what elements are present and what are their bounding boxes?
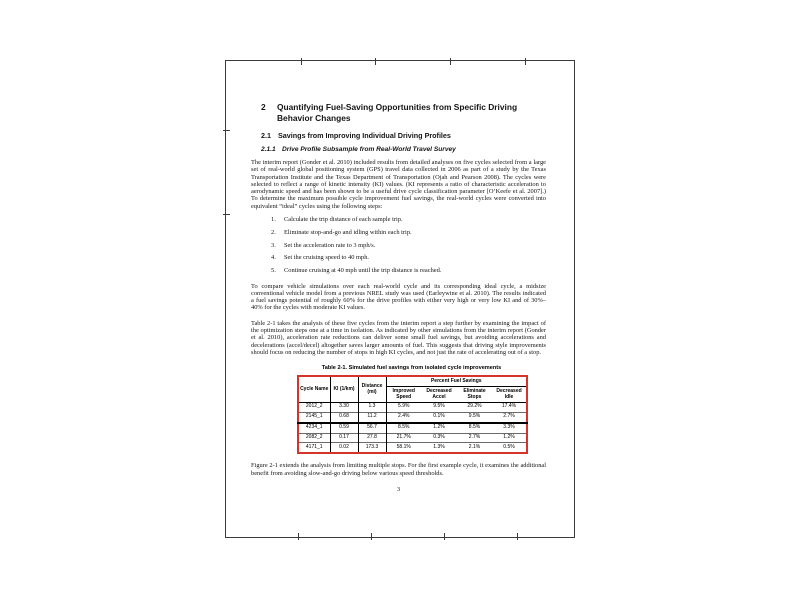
- table-cell: 29.2%: [467, 403, 482, 410]
- table-header-cell: Decreased Accel: [421, 387, 457, 403]
- table-cell: 58.1%: [386, 443, 421, 453]
- table-header-group-cell: Percent Fuel Savings: [386, 376, 527, 386]
- table-cell: 1.3: [358, 402, 386, 412]
- table-cell: 0.02: [330, 443, 358, 453]
- table-cell: 4234_1: [298, 423, 330, 433]
- table-cell: 2.4%: [386, 412, 421, 422]
- table-cell: 2.1%: [457, 443, 492, 453]
- list-item-text: Continue cruising at 40 mph until the trip distance is reached.: [284, 267, 442, 275]
- table-cell: 0.5%: [492, 443, 527, 453]
- table-header-cell: Distance (mi): [358, 376, 386, 402]
- table-cell: 0.68: [330, 412, 358, 422]
- table-row: [298, 423, 527, 433]
- table-cell: 9.5%: [433, 403, 445, 410]
- list-item: [271, 229, 546, 236]
- list-item: [271, 267, 546, 274]
- table-header-cell: KI (1/km): [330, 376, 358, 402]
- table-cell: 0.3%: [421, 433, 457, 443]
- table-cell: 3.3%: [492, 423, 527, 433]
- table-cell: 173.3: [358, 443, 386, 453]
- paragraph-figure-intro: Figure 2-1 extends the analysis from limiting multiple stops. For the first example cycle, it examines the additional benefit from avoiding slow-and-go driving below various speed thresholds.: [251, 462, 546, 477]
- table-cell: 2.7%: [457, 433, 492, 443]
- crop-mark: [444, 533, 445, 540]
- table-cell: 0.1%: [421, 412, 457, 422]
- page-content: [251, 102, 546, 493]
- table-cell: 1.3%: [421, 443, 457, 453]
- table-cell: 2145_1: [298, 412, 330, 422]
- list-item: [271, 242, 546, 249]
- paragraph-table-discussion: Table 2-1 takes the analysis of these five cycles from the interim report a step further by examining the impact of the optimization steps one at a time in isolation. As indicated by other simulations from the interim report (Gonder et al. 2010), acceleration rate reductions can deliver some small fuel savings, but avoiding accelerations and decelerations (accel/decel) altogether saves larger amounts of fuel. This suggests that driving style improvements should focus on reducing the number of stops in high KI cycles, and not just the rate of accelerating out of a stop.: [251, 319, 546, 356]
- table-cell: 27.8: [358, 433, 386, 443]
- paragraph-simulation-results: To compare vehicle simulations over each real-world cycle and its corresponding ideal cycle, a midsize conventional vehicle model from a previous NREL study was used (Earleywine et al. 2010). The results indicated a fuel savings potential of roughly 60% for the drive profiles with either very high or very low KI and of 30%–40% for the cycles with moderate KI values.: [251, 282, 546, 312]
- table-cell: 8.5%: [457, 423, 492, 433]
- crop-mark: [298, 533, 299, 540]
- heading-section-2: [261, 102, 546, 123]
- crop-mark: [517, 533, 518, 540]
- table-cell: 2082_2: [298, 433, 330, 443]
- table-cell: 11.2: [358, 412, 386, 422]
- crop-mark: [525, 58, 526, 65]
- heading-text: Quantifying Fuel-Saving Opportunities from Specific Driving Behavior Changes: [277, 102, 518, 123]
- list-item-number: 5.: [271, 267, 276, 275]
- paragraph-intro: The interim report (Gonder et al. 2010) included results from detailed analyses on five cycles selected from a large set of real-world global positioning system (GPS) travel data collected in 2006 as part of a study by the Texas Transportation Institute and the Texas Department of Transportation (Ojah and Pearson 2008). The cycles were selected to reflect a range of kinetic intensity (KI) values. (KI represents a ratio of characteristic acceleration to aerodynamic speed and has been shown to be a useful drive cycle classification parameter [O’Keefe et al. 2007].) To determine the maximum possible cycle improvement fuel savings, the real-world cycles were converted into equivalent “ideal” cycles using the following steps:: [251, 159, 546, 210]
- list-item-number: 1.: [271, 216, 276, 224]
- section-number: 2.1: [261, 131, 271, 140]
- crop-mark: [223, 130, 230, 131]
- table-row: [298, 412, 527, 422]
- table-cell: 2.7%: [492, 412, 527, 422]
- list-item-number: 2.: [271, 228, 276, 236]
- table-block: [297, 365, 526, 454]
- table-cell: 21.7%: [386, 433, 421, 443]
- heading-text: Savings from Improving Individual Driving Profiles: [278, 131, 451, 140]
- heading-section-2-1-1: [261, 146, 546, 153]
- table-caption: Table 2-1. Simulated fuel savings from isolated cycle improvements: [321, 365, 502, 372]
- page-number: 3: [396, 485, 401, 493]
- heading-section-2-1: [261, 131, 546, 140]
- table-header-cell: Decreased Idle: [492, 387, 527, 403]
- list-item-number: 3.: [271, 241, 276, 249]
- crop-mark: [371, 533, 372, 540]
- table-row: [298, 443, 527, 453]
- section-number: 2: [261, 102, 266, 112]
- list-item-text: Set the cruising speed to 40 mph.: [284, 254, 370, 262]
- table-cell: 9.5%: [457, 412, 492, 422]
- list-item: [271, 254, 546, 261]
- table-header-row: [298, 376, 527, 386]
- table-header-cell: Cycle Name: [298, 376, 330, 402]
- crop-mark: [450, 58, 451, 65]
- fuel-savings-table: [297, 375, 528, 454]
- list-item-number: 4.: [271, 254, 276, 262]
- table-cell: 5.9%: [386, 402, 421, 412]
- list-item: [271, 216, 546, 223]
- table-cell: 1.2%: [421, 423, 457, 433]
- table-cell: 17.4%: [501, 403, 517, 410]
- table-row: [298, 433, 527, 443]
- table-cell: 56.7: [358, 423, 386, 433]
- table-cell: 4171_1: [298, 443, 330, 453]
- section-number: 2.1.1: [261, 146, 276, 153]
- table-cell: 8.5%: [386, 423, 421, 433]
- table-cell: 1.2%: [492, 433, 527, 443]
- table-cell: 0.17: [330, 433, 358, 443]
- table-header-cell: Improved Speed: [386, 387, 421, 403]
- table-header-cell: Eliminate Stops: [457, 387, 492, 403]
- heading-text: Drive Profile Subsample from Real-World Travel Survey: [282, 146, 456, 153]
- table-row: [298, 402, 527, 412]
- crop-mark: [375, 58, 376, 65]
- list-item-text: Calculate the trip distance of each sample trip.: [284, 216, 403, 224]
- document-page: [225, 60, 575, 538]
- crop-mark: [301, 58, 302, 65]
- crop-mark: [223, 214, 230, 215]
- list-item-text: Eliminate stop-and-go and idling within each trip.: [284, 228, 412, 236]
- table-cell: 3.30: [330, 402, 358, 412]
- table-cell: 0.59: [330, 423, 358, 433]
- table-cell: 2012_2: [305, 403, 323, 410]
- list-item-text: Set the acceleration rate to 3 mph/s.: [284, 241, 376, 249]
- ideal-cycle-steps-list: [271, 216, 546, 274]
